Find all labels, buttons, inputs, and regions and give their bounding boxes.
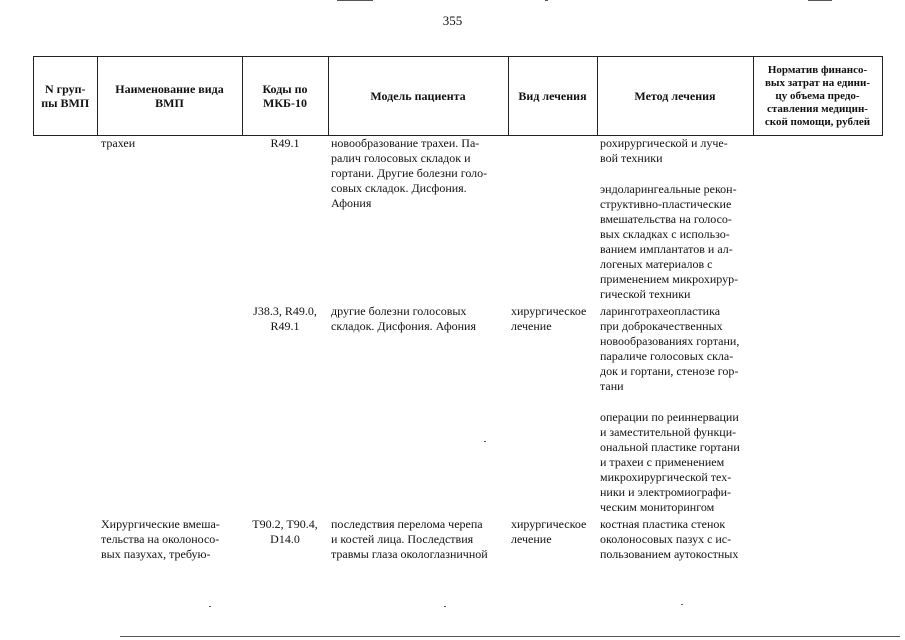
- cell-patient-model: другие болезни голосовых складок. Дисфония. Афония: [331, 304, 476, 333]
- scan-speck: [444, 606, 446, 607]
- cell-norm: [753, 304, 882, 517]
- cell-vmp-name: Хирургические вмеша- тельства на околоносо- вых пазухах, требую-: [101, 517, 220, 561]
- page-number: 355: [442, 13, 463, 28]
- cell-group: [34, 304, 97, 517]
- header-norm: Норматив финансо- вых затрат на едини- цу объема предо- ставления медицин- ской помощи, рублей: [753, 57, 882, 136]
- method-paragraph: эндоларингеальные рекон- структивно-пластические вмешательства на голосо- вых складках с использо- ванием имплантатов и ал- логеных материалов с применением микрохирур- гической техники: [600, 182, 739, 301]
- cell-norm: [753, 517, 882, 562]
- cell-icd-codes: T90.2, T90.4, D14.0: [252, 517, 318, 546]
- cell-icd-codes: R49.1: [270, 136, 300, 150]
- cell-treatment-method: [597, 517, 753, 562]
- method-paragraph: ларинготрахеопластика при доброкачественных новообразованиях гортани, параличе голосовых скла- док и гортани, стенозе гор- тани: [600, 304, 740, 393]
- cell-patient-model: последствия перелома черепа и костей лица. Последствия травмы глаза окологлазничной: [331, 517, 488, 561]
- header-codes: Коды по МКБ-10: [242, 57, 328, 136]
- cell-treatment-type: [508, 136, 597, 305]
- table-row: [34, 304, 882, 517]
- cell-norm: [753, 136, 882, 305]
- table-row: [34, 517, 882, 562]
- table-row: [34, 136, 882, 305]
- method-paragraph: рохирургической и луче- вой техники: [600, 136, 728, 165]
- header-name: Наименование вида ВМП: [97, 57, 242, 136]
- scan-speck: [681, 604, 683, 605]
- scan-speck: [209, 606, 211, 607]
- method-paragraph: костная пластика стенок околоносовых пазух с ис- пользованием аутокостных: [600, 517, 739, 561]
- header-group: N груп- пы ВМП: [34, 57, 97, 136]
- scan-speck: [484, 441, 486, 442]
- cell-treatment-method: [597, 304, 753, 517]
- table-header-row: [34, 57, 882, 136]
- scan-line-bottom: [120, 636, 900, 637]
- cell-treatment-method: [597, 136, 753, 305]
- cell-treatment-type: хирургическое лечение: [511, 304, 587, 333]
- cell-group: [34, 136, 97, 305]
- cell-vmp-name: [97, 304, 242, 517]
- vmp-table: [34, 56, 883, 562]
- cell-group: [34, 517, 97, 562]
- cell-icd-codes: J38.3, R49.0, R49.1: [253, 304, 317, 333]
- cell-vmp-name: трахеи: [101, 136, 136, 150]
- method-paragraph: операции по реиннервации и заместительной функци- ональной пластике гортани и трахеи с применением микрохирургической тех- ники и электромиографи- ческим мониторингом: [600, 410, 740, 514]
- header-method: Метод лечения: [597, 57, 753, 136]
- cell-patient-model: новообразование трахеи. Па- ралич голосовых складок и гортани. Другие болезни голо- совых складок. Дисфония. Афония: [331, 136, 488, 210]
- header-type: Вид лечения: [508, 57, 597, 136]
- cell-treatment-type: хирургическое лечение: [511, 517, 587, 546]
- header-model: Модель пациента: [328, 57, 508, 136]
